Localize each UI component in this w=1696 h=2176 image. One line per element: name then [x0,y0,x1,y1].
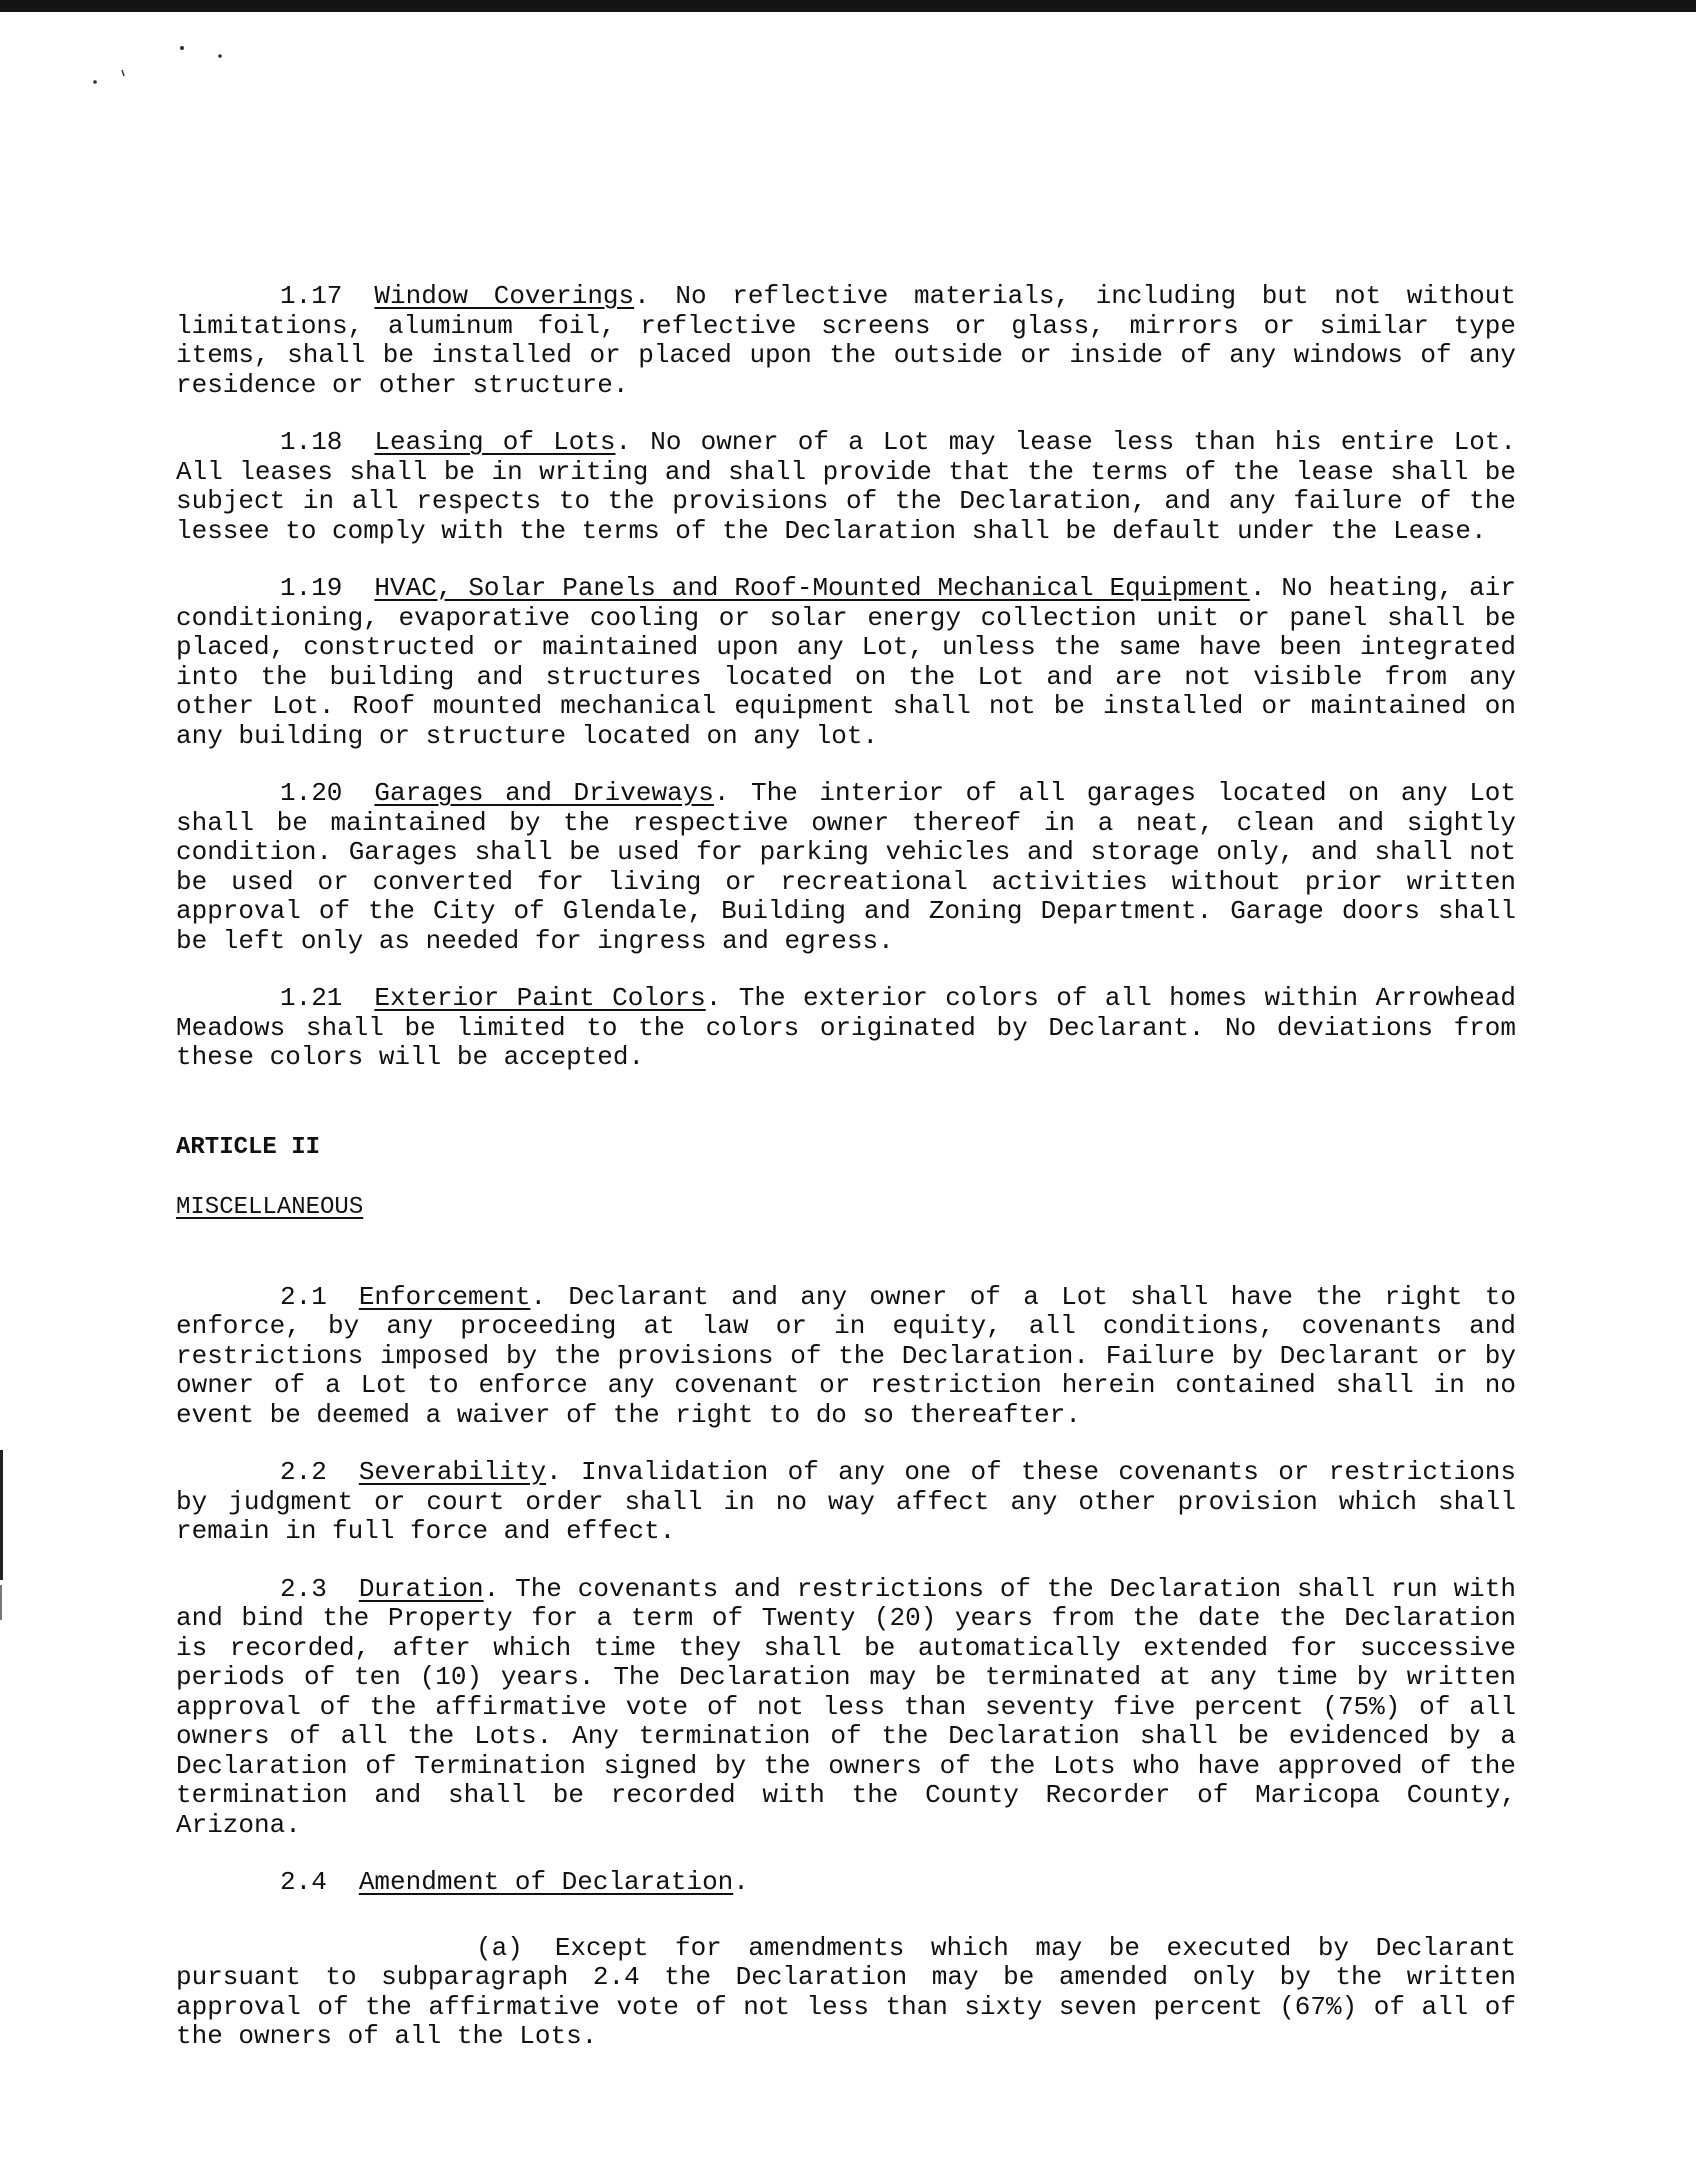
section-heading: Window Coverings [374,281,635,311]
section-heading: Exterior Paint Colors [374,983,706,1013]
section-number: 1.17 [280,281,343,311]
section-number: 2.4 [280,1867,327,1897]
section-number: 2.2 [280,1457,327,1487]
section-1-20 [176,779,1516,956]
section-heading: Garages and Driveways [374,778,714,808]
section-number: 1.18 [280,427,343,457]
section-heading: Duration [358,1573,484,1604]
section-text: . No reflective materials, including but not without limitations, aluminum foil, reflective screens or glass, mirrors or similar type items, shall be installed or placed upon the outside or inside of any windows of any residence or other structure. [176,281,1516,400]
section-heading: HVAC, Solar Panels and Roof-Mounted Mechanical Equipment [374,573,1250,603]
scan-edge-marks [0,1450,8,1620]
section-number: 1.20 [280,778,343,808]
subparagraph-label: (a) [476,1932,523,1963]
section-2-4 [176,1868,1516,1898]
section-text: . The interior of all garages located on any Lot shall be maintained by the respective owner thereof in a neat, clean and sightly condition. Garages shall be used for parking vehicles and storage only, and shall not be used or converted for living or recreational activities without prior written approval of the City of Glendale, Building and Zoning Department. Garage doors shall be left only as needed for ingress and egress. [176,778,1517,956]
section-2-3 [176,1575,1516,1841]
section-number: 1.21 [280,983,343,1013]
article-title: ARTICLE II [176,1133,321,1161]
subparagraph-a [176,1934,1516,2052]
section-heading: Amendment of Declaration [358,1867,734,1897]
section-text: . No owner of a Lot may lease less than his entire Lot. All leases shall be in writing and shall provide that the terms of the lease shall be subject in all respects to the provisions of the Declaration, and any failure of the lessee to comply with the terms of the Declaration shall be default under the Lease. [176,427,1517,546]
section-text: . Invalidation of any one of these covenants or restrictions by judgment or court order shall in no way affect any other provision which shall remain in full force and effect. [176,1457,1516,1546]
section-1-19 [176,574,1516,751]
section-2-2 [176,1458,1516,1547]
section-heading: Leasing of Lots [374,427,616,457]
document-body [176,282,1516,2052]
section-text: . Declarant and any owner of a Lot shall have the right to enforce, by any proceeding at law or in equity, all conditions, covenants and restrictions imposed by the provisions of the Declaration. Failure by Declarant or by owner of a Lot to enforce any covenant or restriction herein contained shall in no event be deemed a waiver of the right to do so thereafter. [176,1281,1516,1430]
section-heading: Severability [358,1457,547,1487]
section-1-21 [176,984,1516,1073]
section-text: . The covenants and restrictions of the Declaration shall run with and bind the Property for a term of Twenty (20) years from the date the Declaration is recorded, after which time they shall be automatically extended for successive periods of ten (10) years. The Declaration may be terminated at any time by written approval of the affirmative vote of not less than seventy five percent (75%) of all owners of all the Lots. Any termination of the Declaration shall be evidenced by a Declaration of Termination signed by the owners of the Lots who have approved of the termination and shall be recorded with the County Recorder of Maricopa County, Arizona. [176,1573,1516,1840]
section-text: . No heating, air conditioning, evaporative cooling or solar energy collection unit or panel shall be placed, constructed or maintained upon any Lot, unless the same have been integrated into the building and structures located on the Lot and are not visible from any other Lot. Roof mounted mechanical equipment shall not be installed or maintained on any building or structure located on any lot. [176,573,1516,751]
scan-specks [80,40,240,100]
section-2-1 [176,1283,1516,1431]
section-1-17 [176,282,1516,400]
scan-top-edge [0,0,1696,12]
section-text: . The exterior colors of all homes within Arrowhead Meadows shall be limited to the colors originated by Declarant. No deviations from these colors will be accepted. [176,983,1516,1072]
subparagraph-text: Except for amendments which may be executed by Declarant pursuant to subparagraph 2.4 the Declaration may be amended only by the written approval of the affirmative vote of not less than sixty seven percent (67%) of all of the owners of all the Lots. [176,1932,1516,2051]
section-number: 2.3 [280,1573,327,1604]
section-1-18 [176,428,1516,546]
section-heading: Enforcement [358,1281,531,1312]
section-text: . [733,1867,749,1897]
section-number: 1.19 [280,573,343,603]
section-number: 2.1 [280,1281,327,1312]
article-subtitle: MISCELLANEOUS [176,1193,364,1221]
